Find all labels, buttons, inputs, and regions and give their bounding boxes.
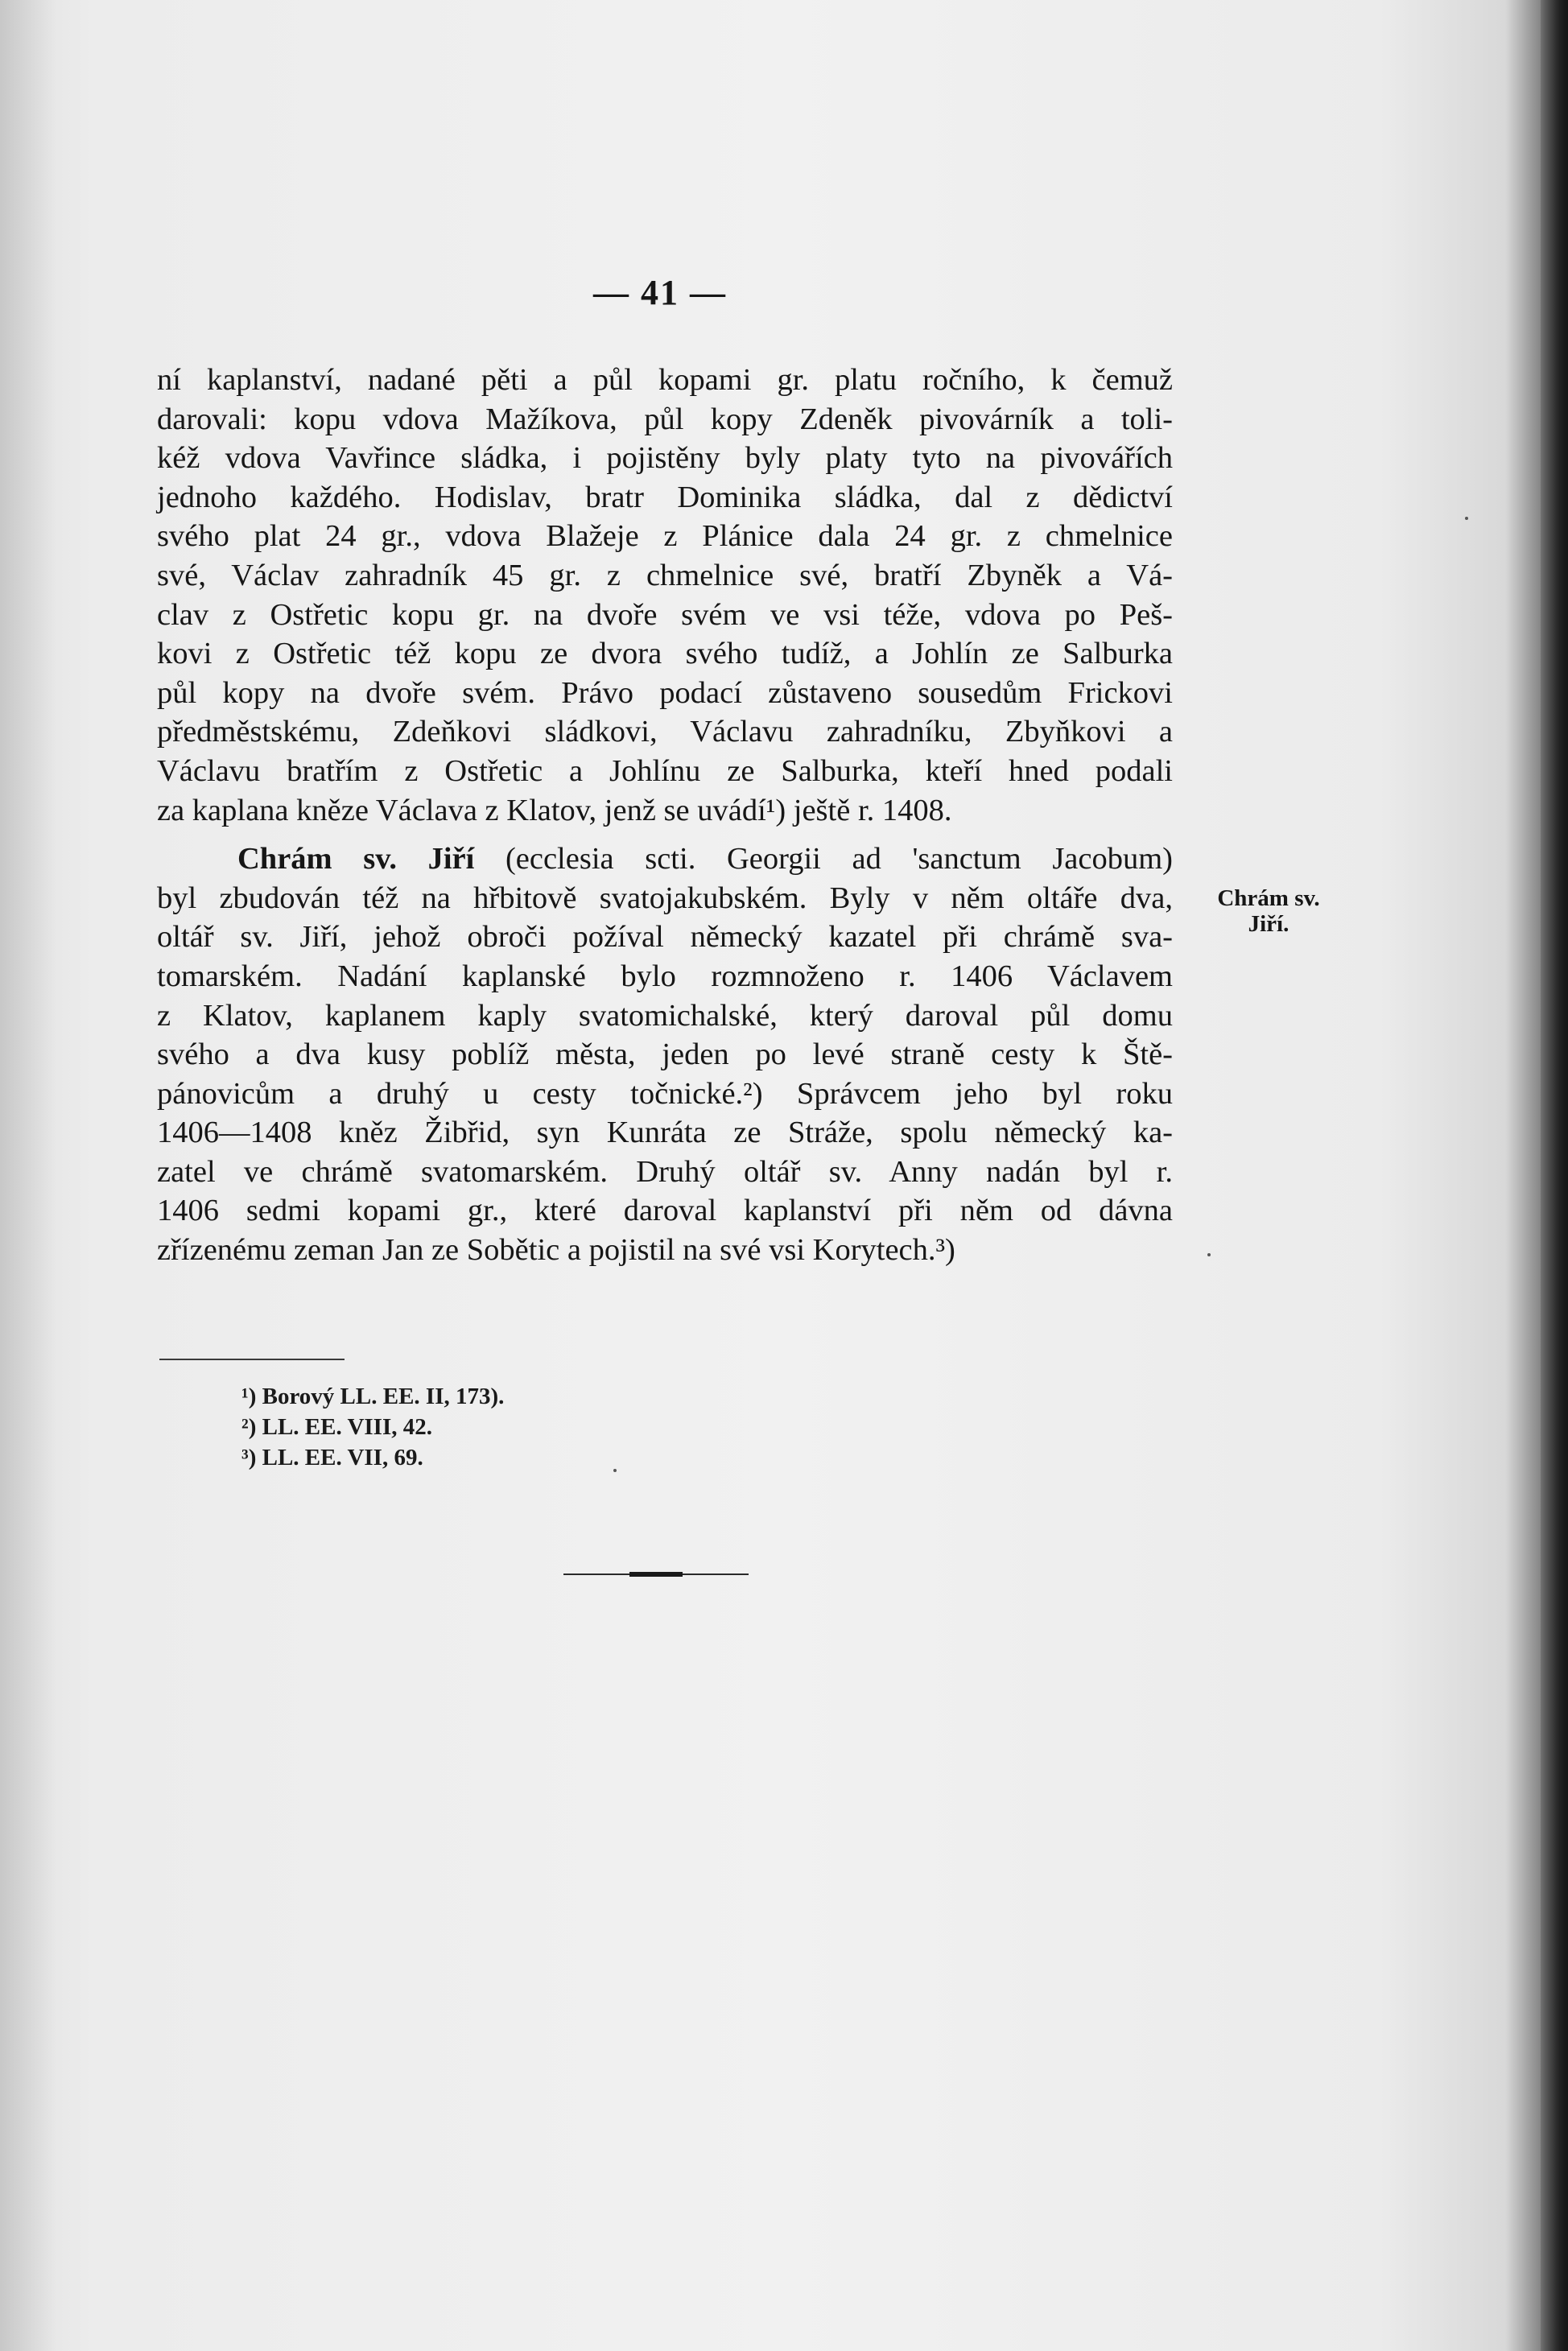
text-line: oltář sv. Jiří, jehož obroči požíval německý kazatel při chrámě sva- (157, 920, 1173, 955)
text-line: 1406 sedmi kopami gr., které daroval kaplanství při něm od dávna (157, 1194, 1173, 1228)
footnote-text: LL. EE. VIII, 42. (262, 1414, 433, 1440)
text-line: zřízenému zeman Jan ze Sobětic a pojistil na své vsi Korytech.³) (157, 1233, 955, 1268)
text-line: za kaplana kněze Václava z Klatov, jenž se uvádí¹) ještě r. 1408. (157, 793, 952, 827)
text-line: 1406—1408 kněz Žibřid, syn Kunráta ze Stráže, spolu německý ka- (157, 1116, 1173, 1150)
footnote-mark: ²) (241, 1414, 257, 1440)
text-line: kovi z Ostřetic též kopu ze dvora svého tudíž, a Johlín ze Salburka (157, 637, 1173, 671)
scan-speck (1465, 517, 1468, 520)
footnote (241, 1381, 885, 1412)
text-line: svého plat 24 gr., vdova Blažeje z Plánice dala 24 gr. z chmelnice (157, 519, 1173, 554)
footnotes (241, 1381, 885, 1473)
text-line: předměstskému, Zdeňkovi sládkovi, Václavu zahradníku, Zbyňkovi a (157, 715, 1173, 749)
text-line-first (157, 839, 1173, 879)
text-line: pánovicům a druhý u cesty točnické.²) Správcem jeho byl roku (157, 1076, 1173, 1111)
text-line: půl kopy na dvoře svém. Právo podací zůstaveno sousedům Frickovi (157, 675, 1173, 710)
scan-shadow-left (0, 0, 56, 2351)
text-line: byl zbudován též na hřbitově svatojakubském. Byly v něm oltáře dva, (157, 881, 1173, 915)
page-number: — 41 — (593, 273, 727, 312)
scan-speck (1207, 1253, 1211, 1256)
paragraph-2 (157, 839, 1173, 1270)
footnote-text: Borový LL. EE. II, 173). (262, 1384, 505, 1409)
text-line: darovali: kopu vdova Mažíkova, půl kopy Zdeněk pivovárník a toli- (157, 402, 1173, 436)
text-line: clav z Ostřetic kopu gr. na dvoře svém ve vsi téže, vdova po Peš- (157, 597, 1173, 632)
text-line: zatel ve chrámě svatomarském. Druhý oltář sv. Anny nadán byl r. (157, 1154, 1173, 1189)
text-line: své, Václav zahradník 45 gr. z chmelnice své, bratří Zbyněk a Vá- (157, 558, 1173, 592)
body-text (157, 361, 1173, 1270)
footnote-text: LL. EE. VII, 69. (262, 1445, 423, 1470)
scan-speck (613, 1469, 617, 1472)
footnote-mark: ¹) (241, 1384, 257, 1409)
footnote-divider (159, 1359, 345, 1360)
footnote (241, 1412, 885, 1442)
paragraph-lead: Chrám sv. Jiří (237, 842, 475, 876)
text-line: tomarském. Nadání kaplanské bylo rozmnoženo r. 1406 Václavem (157, 959, 1173, 993)
text-line: jednoho každého. Hodislav, bratr Dominika sládka, dal z dědictví (157, 480, 1173, 514)
footnote (241, 1442, 885, 1473)
text-line: kéž vdova Vavřince sládka, i pojistěny byly platy tyto na pivovářích (157, 441, 1173, 476)
margin-note (1204, 885, 1333, 937)
text-line: ní kaplanství, nadané pěti a půl kopami gr. platu ročního, k čemuž (157, 363, 1173, 397)
margin-note-line: Chrám sv. (1217, 885, 1320, 911)
footnote-mark: ³) (241, 1445, 257, 1470)
paragraph-1 (157, 361, 1173, 830)
scan-shadow-right (1541, 0, 1568, 2351)
end-ornament (563, 1573, 749, 1576)
text-line: svého a dva kusy poblíž města, jeden po levé straně cesty k Ště- (157, 1037, 1173, 1072)
text-line: Václavu bratřím z Ostřetic a Johlínu ze Salburka, kteří hned podali (157, 753, 1173, 788)
first-line-rest: (ecclesia scti. Georgii ad 'sanctum Jacobum) (474, 842, 1173, 876)
margin-note-line: Jiří. (1248, 911, 1289, 937)
text-line: z Klatov, kaplanem kaply svatomichalské, který daroval půl domu (157, 998, 1173, 1033)
